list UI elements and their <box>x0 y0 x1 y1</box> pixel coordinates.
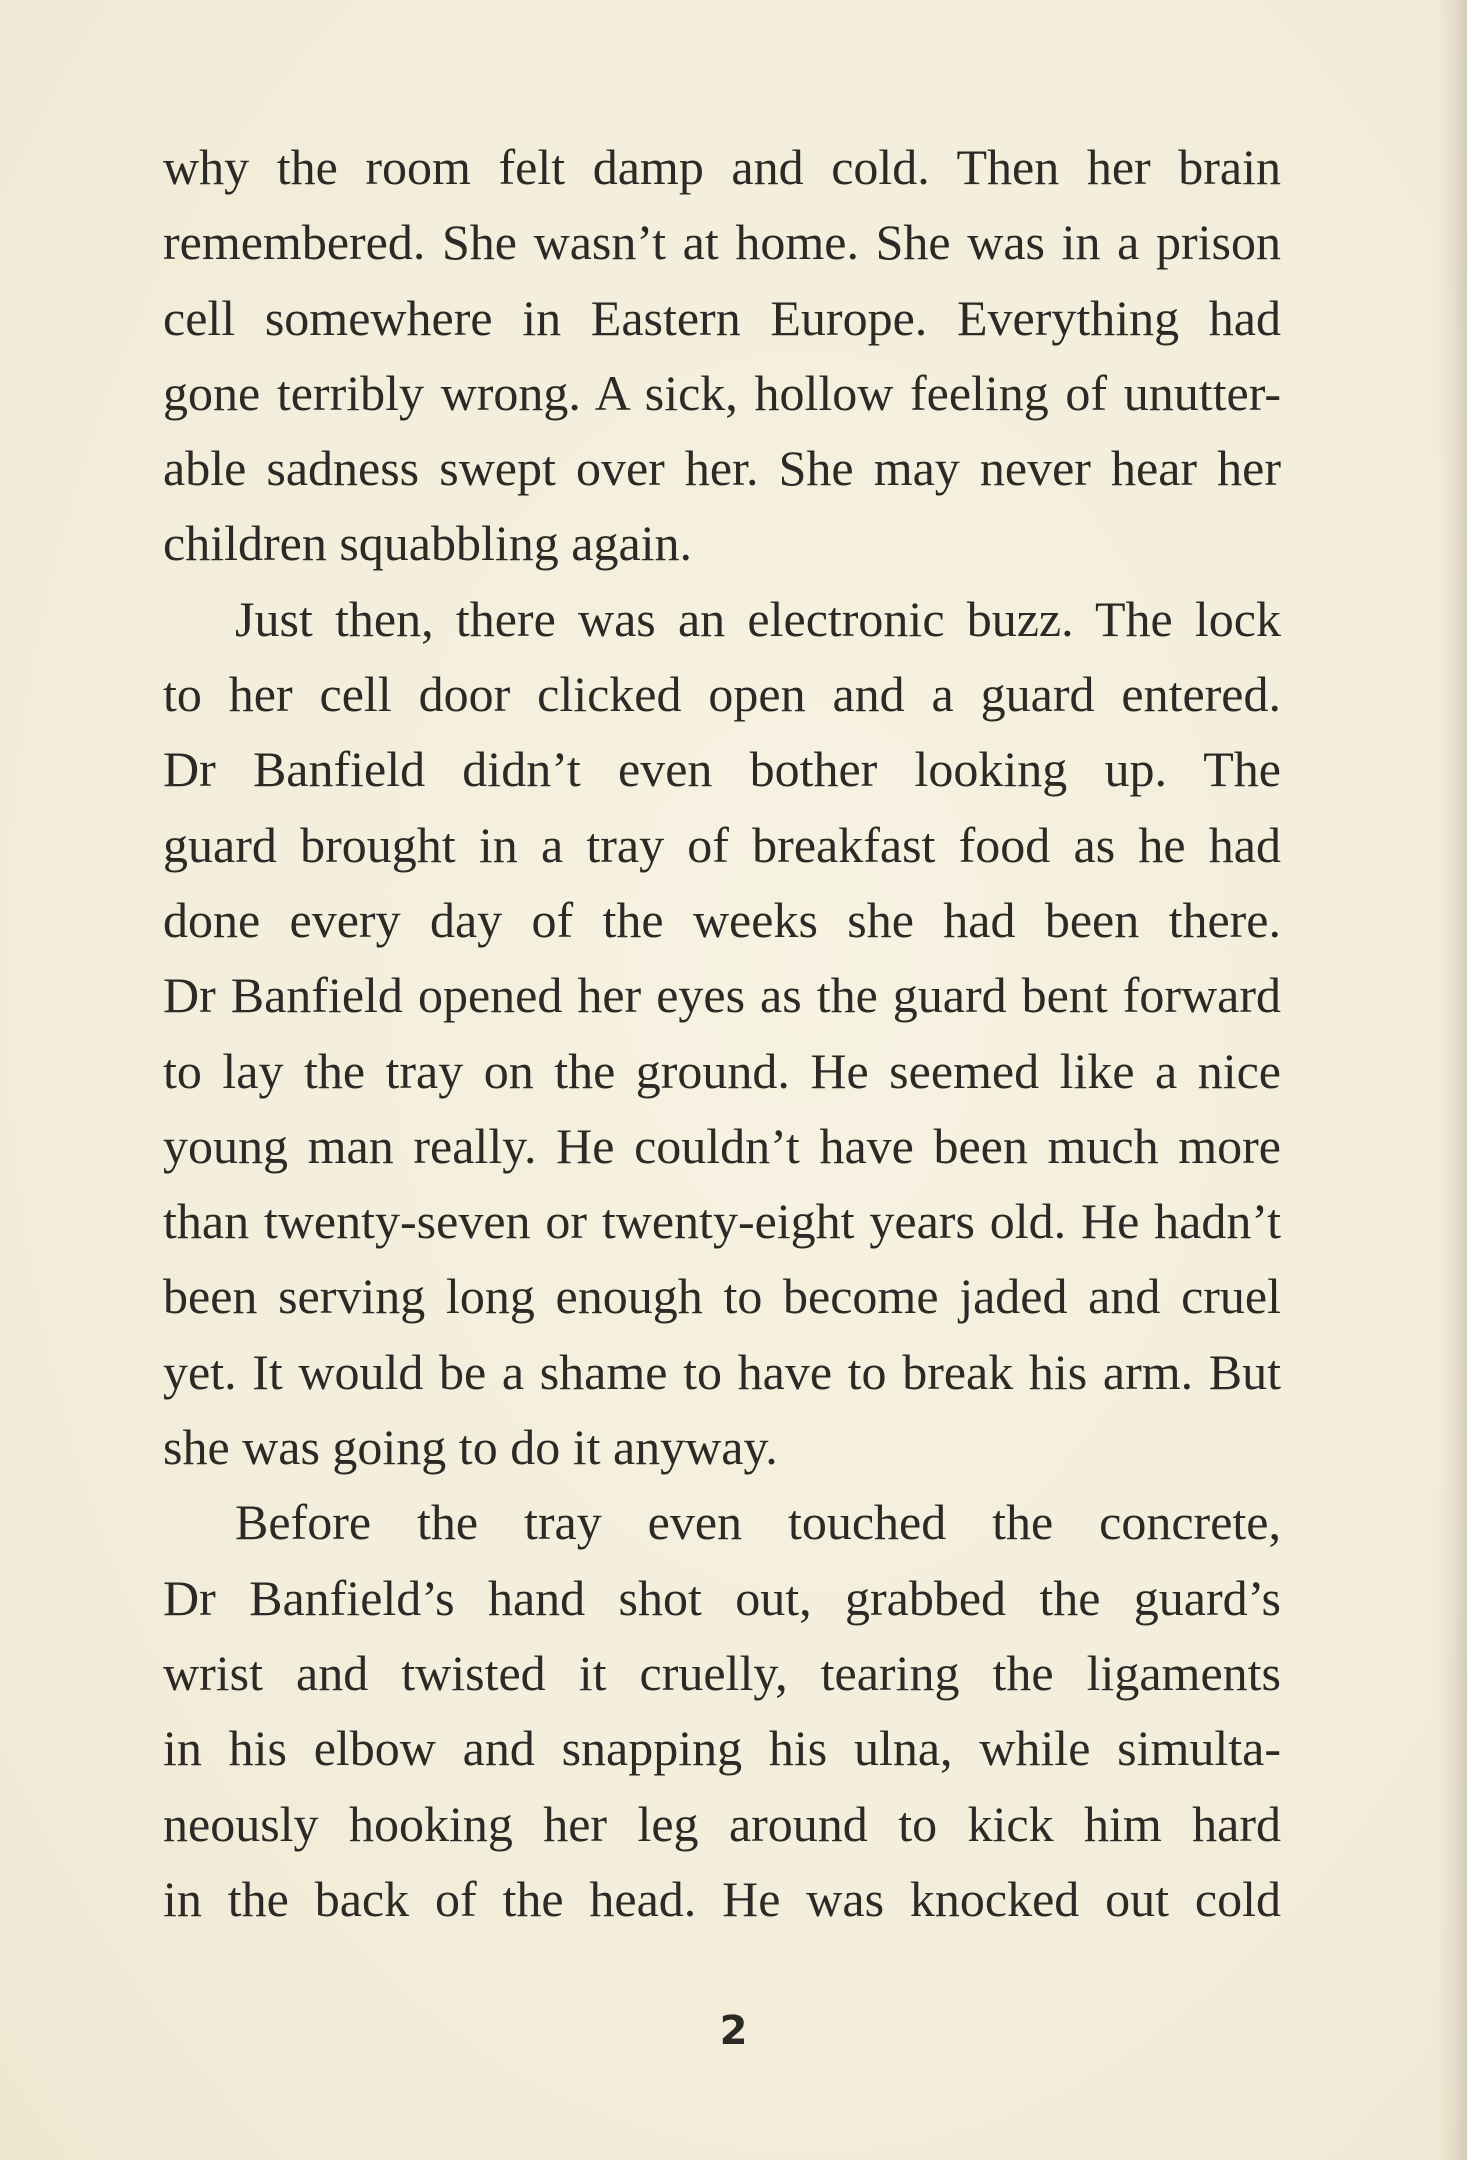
text-line: Dr Banfield opened her eyes as the guard bent forward <box>163 967 1281 1024</box>
text-line: Dr Banfield didn’t even bother looking up. The <box>163 741 1281 798</box>
text-line: been serving long enough to become jaded and cruel <box>163 1268 1281 1325</box>
text-line: gone terribly wrong. A sick, hollow feeling of unutter- <box>163 364 1281 421</box>
paragraph <box>163 130 1281 582</box>
text-line: neously hooking her leg around to kick him hard <box>163 1795 1281 1852</box>
text-line: Before the tray even touched the concrete, <box>235 1494 1281 1551</box>
text-line: in his elbow and snapping his ulna, while simulta- <box>163 1720 1281 1777</box>
text-line: remembered. She wasn’t at home. She was in a prison <box>163 214 1281 271</box>
page-gutter-shadow <box>1437 0 1467 2160</box>
text-line: young man really. He couldn’t have been much more <box>163 1117 1281 1174</box>
text-line: she was going to do it anyway. <box>163 1419 778 1476</box>
paragraph <box>163 582 1281 1486</box>
body-text <box>163 130 1281 1937</box>
text-line: yet. It would be a shame to have to break his arm. But <box>163 1343 1281 1400</box>
paragraph <box>163 1485 1281 1937</box>
text-line: in the back of the head. He was knocked out cold <box>163 1870 1281 1927</box>
text-line: Dr Banfield’s hand shot out, grabbed the guard’s <box>163 1569 1281 1626</box>
page-number: 2 <box>719 2008 748 2054</box>
text-line: cell somewhere in Eastern Europe. Everything had <box>163 289 1281 346</box>
text-line: done every day of the weeks she had been there. <box>163 891 1281 948</box>
text-line: guard brought in a tray of breakfast food as he had <box>163 816 1281 873</box>
text-line: to her cell door clicked open and a guard entered. <box>163 666 1281 723</box>
text-line: able sadness swept over her. She may never hear her <box>163 440 1281 497</box>
text-line: why the room felt damp and cold. Then her brain <box>163 139 1281 195</box>
text-line: Just then, there was an electronic buzz. The lock <box>235 590 1281 647</box>
text-line: than twenty-seven or twenty-eight years old. He hadn’t <box>163 1193 1281 1250</box>
text-line: to lay the tray on the ground. He seemed like a nice <box>163 1042 1281 1099</box>
text-line: children squabbling again. <box>163 515 693 572</box>
text-line: wrist and twisted it cruelly, tearing the ligaments <box>163 1644 1281 1701</box>
